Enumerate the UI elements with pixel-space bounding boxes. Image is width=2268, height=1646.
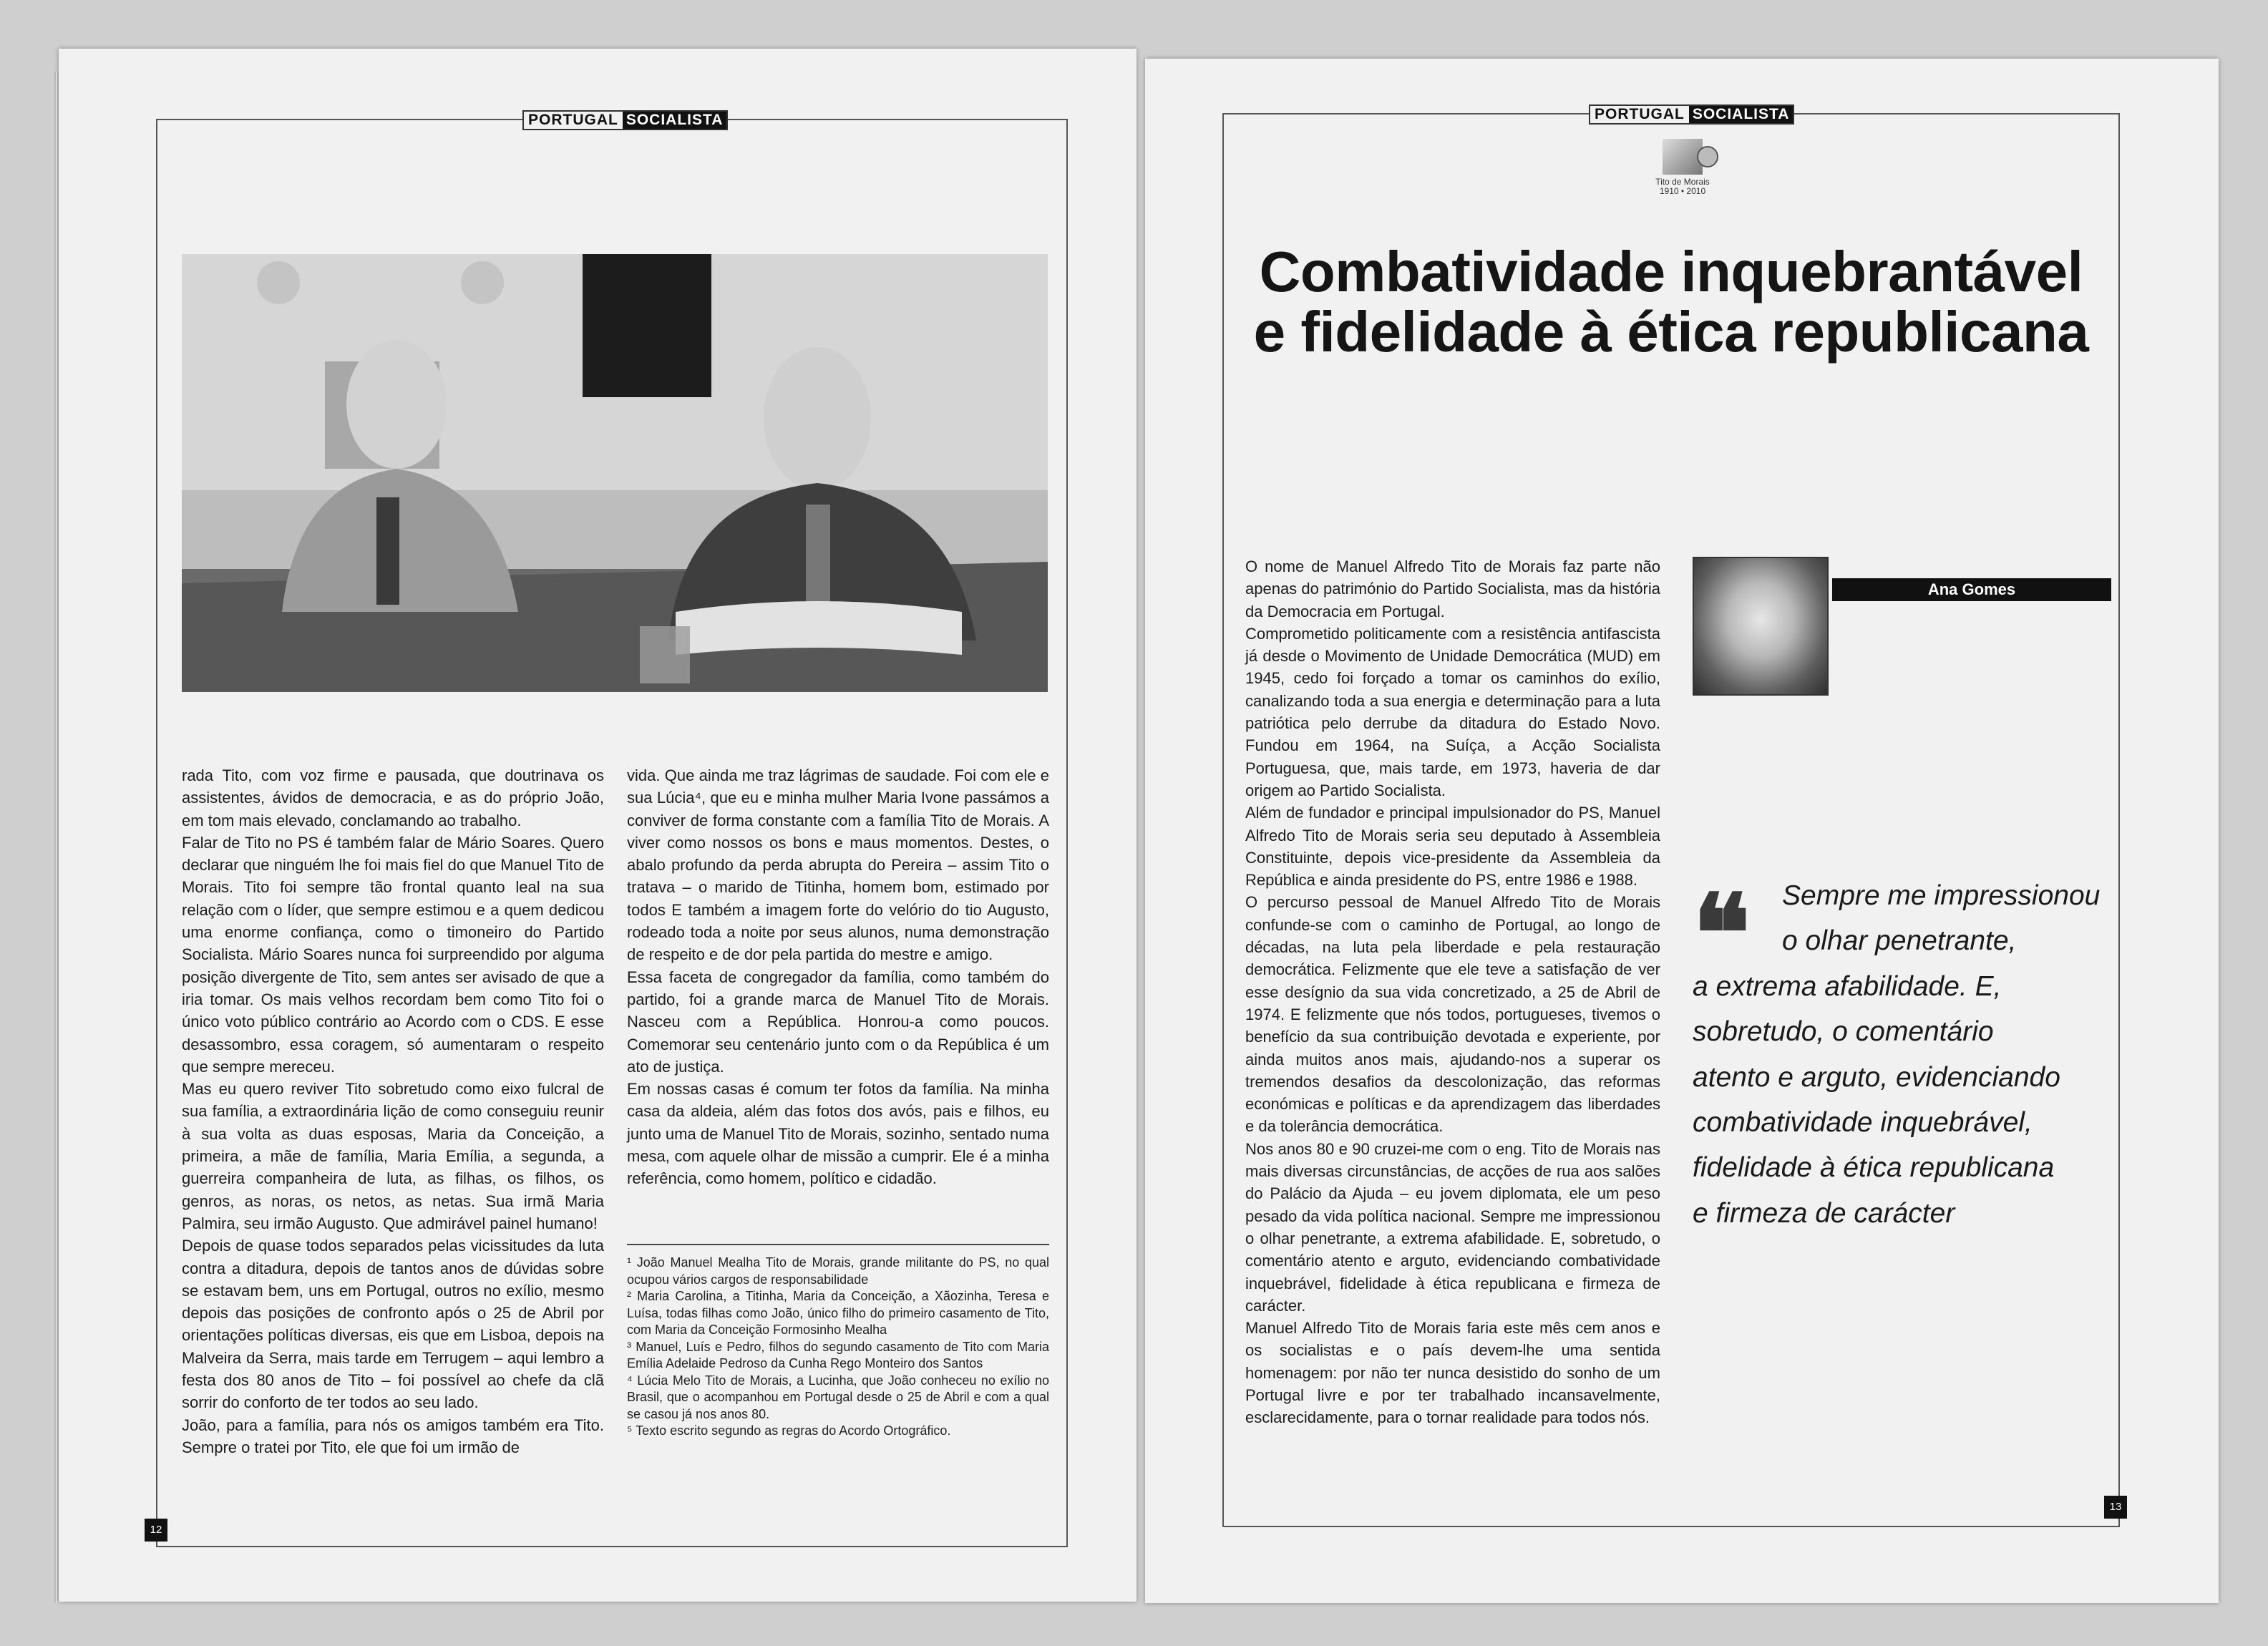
portrait-logo-icon	[1663, 139, 1703, 175]
article-headline	[1224, 242, 2118, 362]
page-number-left: 12	[145, 1519, 167, 1542]
footnote-4: ⁴ Lúcia Melo Tito de Morais, a Lucinha, que João conheceu no exílio no Brasil, que o acompanhou em Portugal desde o 25 de Abril e com a qual se casou já nos anos 80.	[627, 1373, 1049, 1421]
footnotes	[627, 1255, 1049, 1440]
pullquote-line-7: fidelidade à ética republicana	[1693, 1152, 2055, 1184]
pullquote-line-4: sobretudo, o comentário	[1693, 1016, 1994, 1048]
footnote-1: ¹ João Manuel Mealha Tito de Morais, grande militante do PS, no qual ocupou vários cargos de responsabilidade	[627, 1255, 1049, 1287]
pull-quote	[1693, 873, 2122, 1236]
right-paragraph-1: O nome de Manuel Alfredo Tito de Morais faz parte não apenas do património do Partido Socialista, mas da história da Democracia em Portugal.	[1245, 557, 1660, 620]
pullquote-line-6: combatividade inquebrável,	[1693, 1107, 2033, 1139]
pullquote-line-1: Sempre me impressionou	[1782, 880, 2101, 911]
left-col1-paragraph-5: João, para a família, para nós os amigos também era Tito. Sempre o tratei por Tito, ele que foi um irmão de	[182, 1416, 604, 1456]
footnote-divider	[627, 1244, 1049, 1245]
author-portrait	[1693, 557, 1829, 696]
page-number-right: 13	[2104, 1496, 2127, 1519]
right-paragraph-5: Nos anos 80 e 90 cruzei-me com o eng. Tito de Morais nas mais diversas circunstâncias, de acções de rua aos salões do Palácio da Ajuda – eu jovem diplomata, ele um peso pesado da vida política nacional. Sempre me impressionou o olhar penetrante, a extrema afabilidade. E, sobretudo, o comentário atento e arguto, evidenciando combatividade inquebrável, fidelidade à ética republicana e firmeza de carácter.	[1245, 1139, 1660, 1315]
photo-two-men-at-table	[182, 254, 1048, 692]
pullquote-line-8: e firmeza de carácter	[1693, 1197, 1955, 1229]
right-paragraph-4: O percurso pessoal de Manuel Alfredo Tito de Morais confunde-se com o caminho de Portugal, ao longo de décadas, na luta pela liberdade e pela restauração democrática. Felizmente que ele teve a satisfação de ver esse desígnio da sua vida concretizado, a 25 de Abril de 1974. E felizmente que nós todos, portugueses, tivemos o benefício da sua contribuição devotada e experiente, por ainda muitos anos mais, ajudando-nos a superar os tremendos desafios da descolonização, das reformas económicas e políticas e da aprendizagem das liberdades e da tolerância democrática.	[1245, 893, 1660, 1136]
footnote-3: ³ Manuel, Luís e Pedro, filhos do segundo casamento de Tito com Maria Emília Adelaide Pedroso da Cunha Rego Monteiro dos Santos	[627, 1339, 1049, 1370]
masthead-portugal: PORTUGAL	[1595, 106, 1685, 122]
left-col1-paragraph-4: Depois de quase todos separados pelas vicissitudes da luta contra a ditadura, depois de tantos anos de dúvidas sobre se estavam bem, uns em Portugal, outros no exílio, mesmo depois das posições de confronto após o 25 de Abril por orientações políticas diversas, eis que em Lisboa, depois na Malveira da Serra, mais tarde em Terrugem – aqui lembro a festa dos 80 anos de Tito – foi possível ao chefe da clã sorrir do conforto de ter todos ao seu lado.	[182, 1237, 604, 1412]
left-col1-paragraph-1: rada Tito, com voz firme e pausada, que doutrinava os assistentes, ávidos de democracia, e as do próprio João, em tom mais elevado, conclamando ao trabalho.	[182, 766, 604, 829]
logo-years: 1910 • 2010	[1659, 186, 1706, 196]
masthead-socialista: SOCIALISTA	[623, 112, 727, 129]
right-paragraph-6: Manuel Alfredo Tito de Morais faria este mês cem anos e os socialistas e o país devem-lhe uma sentida homenagem: por não ter nunca desistido do sonho de um Portugal livre e por ter trabalhado incansavelmente, esclarecidamente, para o tornar realidade para todos nós.	[1245, 1319, 1660, 1427]
left-article-column-2	[627, 764, 1049, 1190]
left-col1-paragraph-3: Mas eu quero reviver Tito sobretudo como eixo fulcral de sua família, a extraordinária lição de como conseguiu reunir à sua volta as duas esposas, Maria da Conceição, a primeira, a mãe de família, Maria Emília, a segunda, a guerreira companheira de luta, as filhas, os filhos, os genros, as noras, os netos, as netas. Sua irmã Maria Palmira, seu irmão Augusto. Que admirável painel humano!	[182, 1080, 604, 1232]
left-col2-paragraph-1: vida. Que ainda me traz lágrimas de saudade. Foi com ele e sua Lúcia⁴, que eu e minha mulher Maria Ivone passámos a conviver de forma constante com a família Tito de Morais. A viver como nossos os bons e maus momentos. Destes, o abalo profundo da perda abrupta do Pereira – assim Tito o tratava – o marido de Titinha, homem bom, estimado por todos E também a imagem forte do velório do tio Augusto, rodeado toda a noite por seus alunos, numa demonstração de respeito e de dor pela partida do mestre e amigo.	[627, 766, 1049, 964]
left-col1-paragraph-2: Falar de Tito no PS é também falar de Mário Soares. Quero declarar que ninguém lhe foi mais fiel do que Manuel Tito de Morais. Tito foi sempre tão frontal quanto leal na sua relação com o líder, que sempre estimou e a quem dedicou uma enorme confiança, como o timoneiro do Partido Socialista. Mário Soares nunca foi surpreendido por alguma posição divergente de Tito, sem antes ser avisado de que a iria tomar. Os mais velhos recordam bem como Tito foi o único voto público contrário ao Acordo com o CDS. E esse desassombro, essa coragem, só aumentaram o respeito que sempre mereceu.	[182, 833, 604, 1076]
tito-de-morais-centenary-logo	[1652, 139, 1713, 196]
masthead-left	[522, 110, 728, 130]
seal-icon	[1697, 146, 1718, 167]
right-paragraph-2: Comprometido politicamente com a resistência antifascista já desde o Movimento de Unidade Democrática (MUD) em 1945, cedo foi forçado a tomar os caminhos do exílio, canalizando toda a sua energia e determinação para a luta patriótica pelo derrube da ditadura do Estado Novo. Fundou em 1964, na Suíça, a Acção Socialista Portuguesa, que, mais tarde, em 1973, haveria de dar origem ao Partido Socialista.	[1245, 624, 1660, 799]
right-page	[1145, 59, 2219, 1603]
left-col2-paragraph-3: Em nossas casas é comum ter fotos da família. Na minha casa da aldeia, além das fotos dos avós, pais e filhos, eu junto uma de Manuel Tito de Morais, sozinho, sentado numa mesa, com aquele olhar de missão a cumprir. Ele é a minha referência, como homem, político e cidadão.	[627, 1080, 1049, 1188]
pullquote-line-2: o olhar penetrante,	[1782, 925, 2017, 957]
pullquote-line-5: atento e arguto, evidenciando	[1693, 1061, 2060, 1093]
masthead-socialista: SOCIALISTA	[1689, 106, 1794, 123]
right-paragraph-3: Além de fundador e principal impulsionador do PS, Manuel Alfredo Tito de Morais seria seu deputado à Assembleia Constituinte, depois vice-presidente da Assembleia da República e ainda presidente do PS, entre 1986 e 1988.	[1245, 804, 1660, 890]
left-article-column-1	[182, 764, 604, 1458]
left-col2-paragraph-2: Essa faceta de congregador da família, como também do partido, foi a grande marca de Manuel Tito de Morais. Nasceu com a República. Honrou-a como poucos. Comemorar seu centenário junto com o da República é um ato de justiça.	[627, 968, 1049, 1076]
author-name-bar: Ana Gomes	[1832, 578, 2111, 601]
quote-mark-icon: ❝	[1693, 871, 1751, 997]
footnote-5: ⁵ Texto escrito segundo as regras do Acordo Ortográfico.	[627, 1423, 951, 1438]
headline-line-2: e fidelidade à ética republicana	[1253, 300, 2089, 364]
masthead-portugal: PORTUGAL	[528, 112, 618, 128]
logo-name: Tito de Morais	[1655, 177, 1710, 187]
right-article-column	[1245, 555, 1660, 1429]
pullquote-line-3: a extrema afabilidade. E,	[1693, 970, 2002, 1002]
headline-line-1: Combatividade inquebrantável	[1259, 240, 2083, 303]
left-page	[59, 49, 1137, 1602]
footnote-2: ² Maria Carolina, a Titinha, Maria da Conceição, a Xãozinha, Teresa e Luísa, todas filhas como João, único filho do primeiro casamento de Tito, com Maria da Conceição Formosinho Mealha	[627, 1289, 1049, 1337]
masthead-right	[1589, 104, 1794, 125]
